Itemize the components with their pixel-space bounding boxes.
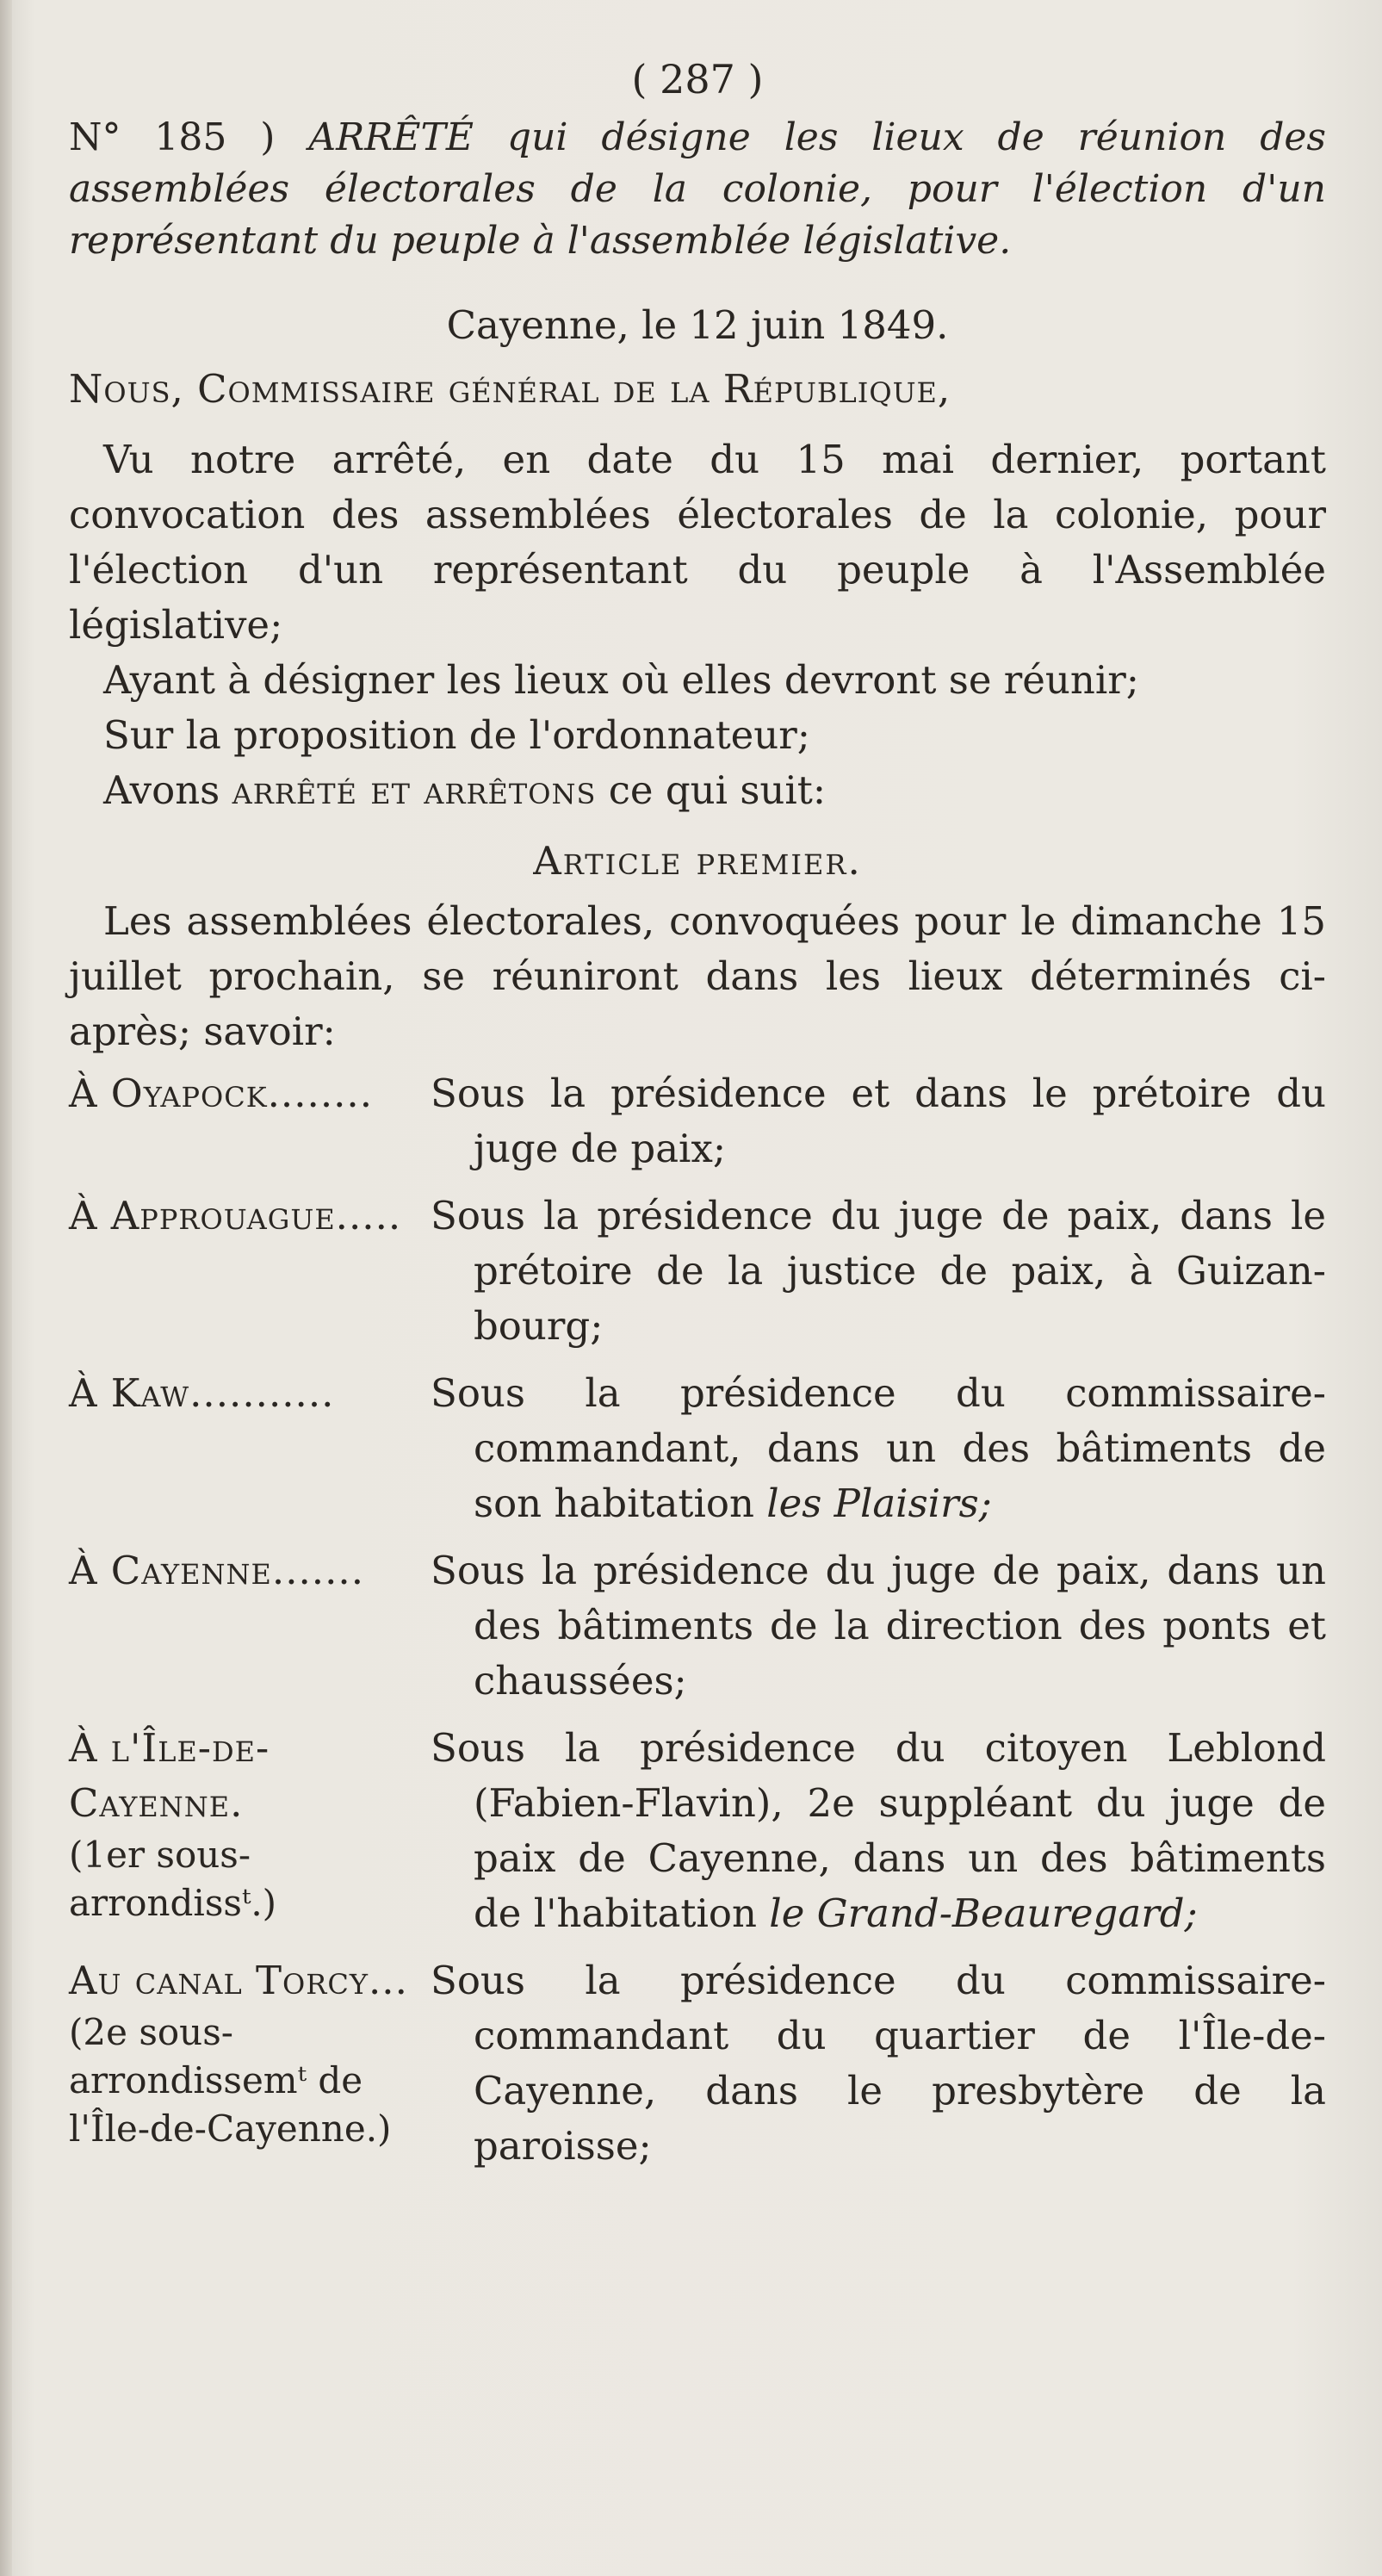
decree-heading — [69, 112, 1326, 267]
location-sub-district: (1er sous-arrondissᵗ.) — [69, 1834, 277, 1924]
location-place-name: À Kaw........... — [69, 1370, 335, 1416]
issuing-authority: Nous, Commissaire général de la République, — [69, 366, 951, 412]
location-description-italic: le Grand-Beauregard; — [769, 1890, 1198, 1936]
location-description — [431, 1543, 1326, 1709]
decree-title: ARRÊTÉ qui désigne les lieux de réunion des assemblées électorales de la colonie, pour l'élection d'un représentant du peuple à l'assemblée législative. — [69, 115, 1326, 263]
consideration-3: Sur la proposition de l'ordonnateur; — [103, 712, 810, 758]
article-title: Article premier. — [533, 838, 862, 884]
consideration-1: Vu notre arrêté, en date du 15 mai dernier, portant convocation des assemblées électorales de la colonie, pour l'élection d'un représentant du peuple à l'Assemblée législative; — [69, 437, 1326, 648]
decree-suffix: ce qui suit: — [608, 767, 827, 813]
location-row — [69, 1953, 1326, 2174]
location-place — [69, 1189, 431, 1354]
location-row — [69, 1189, 1326, 1354]
decree-number: N° 185 ) — [69, 115, 276, 159]
decree-caps: arrêté et arrêtons — [232, 767, 597, 813]
location-place-name: À Cayenne....... — [69, 1548, 365, 1593]
location-row — [69, 1721, 1326, 1941]
decree-prefix: Avons — [103, 767, 220, 813]
location-row — [69, 1543, 1326, 1709]
location-description — [431, 1721, 1326, 1941]
location-description — [431, 1366, 1326, 1531]
location-place — [69, 1366, 431, 1531]
location-place-name: À l'Île-de-Cayenne. — [69, 1725, 270, 1826]
decree-formula — [69, 763, 1326, 818]
location-description — [431, 1189, 1326, 1354]
location-description-text: Sous la présidence du citoyen Leblond (Fabien-Flavin), 2e suppléant du juge de paix de Cayenne, dans un des bâtiments de l'habitation — [431, 1725, 1326, 1936]
location-sub-district: (2e sous-arrondissemᵗ de l'Île-de-Cayenne.) — [69, 2011, 392, 2150]
location-place — [69, 1953, 431, 2174]
consideration-2: Ayant à désigner les lieux où elles devront se réunir; — [103, 657, 1139, 703]
location-place — [69, 1543, 431, 1709]
location-description-text: Sous la présidence du commissaire-commandant du quartier de l'Île-de-Cayenne, dans le presbytère de la paroisse; — [431, 1958, 1326, 2169]
location-description-text: Sous la présidence du juge de paix, dans le prétoire de la justice de paix, à Guizan-bourg; — [431, 1193, 1326, 1349]
page-number: ( 287 ) — [631, 56, 764, 102]
location-place — [69, 1721, 431, 1941]
location-description-text: Sous la présidence du juge de paix, dans un des bâtiments de la direction des ponts et chaussées; — [431, 1548, 1326, 1704]
place-date: Cayenne, le 12 juin 1849. — [446, 302, 949, 348]
location-description-text: Sous la présidence et dans le prétoire du juge de paix; — [431, 1071, 1326, 1171]
location-description — [431, 1953, 1326, 2174]
location-place-name: À Oyapock........ — [69, 1071, 374, 1116]
page-content — [69, 52, 1326, 2186]
location-place-name: Au canal Torcy... — [69, 1958, 408, 2003]
location-description-text: Sous la présidence du commissaire-commandant, dans un des bâtiments de son habitation — [431, 1370, 1326, 1526]
location-row — [69, 1066, 1326, 1176]
article-text: Les assemblées électorales, convoquées pour le dimanche 15 juillet prochain, se réuniront dans les lieux déterminés ci-après; savoir: — [69, 898, 1326, 1054]
book-spine-shadow — [0, 0, 12, 2576]
location-description — [431, 1066, 1326, 1176]
location-row — [69, 1366, 1326, 1531]
location-description-italic: les Plaisirs; — [766, 1480, 992, 1526]
location-place-name: À Approuague..... — [69, 1193, 402, 1238]
location-place — [69, 1066, 431, 1176]
